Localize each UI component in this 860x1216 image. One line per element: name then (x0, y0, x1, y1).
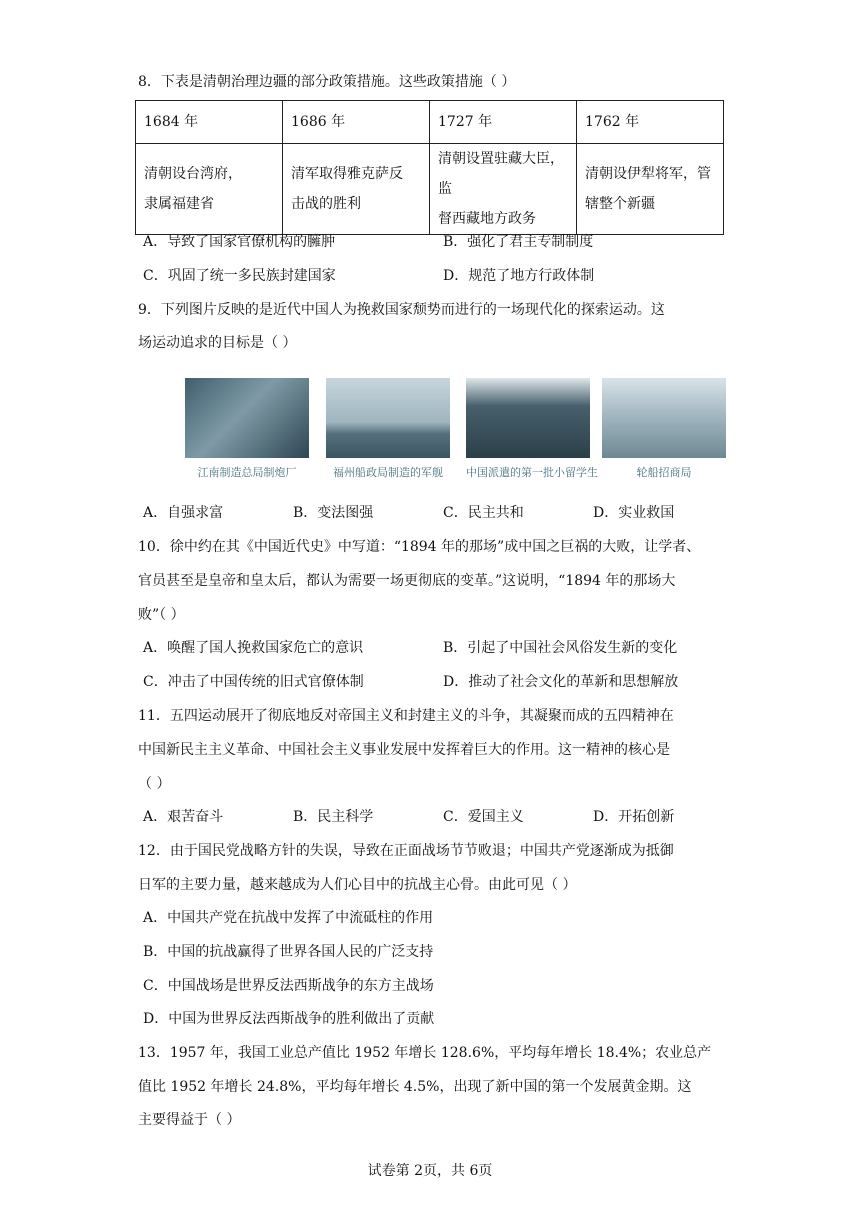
cell-line: 清朝设置驻藏大臣，监 (438, 151, 564, 197)
q9-option-a[interactable]: A．自强求富 (143, 505, 224, 521)
cell-line: 隶属福建省 (144, 196, 214, 212)
q9-option-d[interactable]: D．实业救国 (593, 505, 675, 521)
q10-stem-line2: 官员甚至是皇帝和皇太后，都认为需要一场更彻底的变革。”这说明，“1894 年的那场大 (138, 573, 676, 589)
table-cell-event (577, 144, 724, 235)
warship-image (326, 378, 450, 458)
q12-option-c[interactable]: C．中国战场是世界反法西斯战争的东方主战场 (143, 978, 434, 994)
q13-stem-line1: 13．1957 年，我国工业总产值比 1952 年增长 128.6%，平均每年增长 18.4%；农业总产 (138, 1045, 712, 1061)
q12-stem-line2: 日军的主要力量，越来越成为人们心目中的抗战主心骨。由此可见（ ） (138, 877, 577, 893)
table-row (136, 144, 724, 235)
q8-stem: 8．下表是清朝治理边疆的部分政策措施。这些政策措施（ ） (138, 74, 516, 90)
cell-line: 督西藏地方政务 (438, 211, 536, 227)
q12-option-a[interactable]: A．中国共产党在抗战中发挥了中流砥柱的作用 (143, 910, 434, 926)
q9-option-b[interactable]: B．变法图强 (293, 505, 374, 521)
q9-stem-line2: 场运动追求的目标是（ ） (138, 335, 297, 351)
q12-stem-line1: 12．由于国民党战略方针的失误，导致在正面战场节节败退；中国共产党逐渐成为抵御 (138, 843, 674, 859)
photo-shipping (602, 378, 726, 480)
cell-line: 击战的胜利 (291, 196, 361, 212)
photo-students (466, 378, 598, 480)
table-cell-year: 1684 年 (136, 101, 283, 144)
table-cell-year: 1762 年 (577, 101, 724, 144)
q10-option-b[interactable]: B．引起了中国社会风俗发生新的变化 (443, 640, 678, 656)
q11-option-a[interactable]: A．艰苦奋斗 (143, 809, 224, 825)
arsenal-image (185, 378, 309, 458)
q11-stem-line1: 11．五四运动展开了彻底地反对帝国主义和封建主义的斗争，其凝聚而成的五四精神在 (138, 708, 674, 724)
q9-stem-line1: 9．下列图片反映的是近代中国人为挽救国家颓势而进行的一场现代化的探索运动。这 (138, 302, 665, 318)
page-footer: 试卷第 2页，共 6页 (367, 1163, 493, 1179)
cell-line: 辖整个新疆 (585, 196, 655, 212)
q11-stem-line3: （ ） (138, 776, 171, 792)
photo-strip (180, 378, 730, 488)
q8-option-a[interactable]: A．导致了国家官僚机构的臃肿 (143, 234, 336, 250)
cell-line: 清军取得雅克萨反 (291, 166, 403, 182)
q8-option-d[interactable]: D．规范了地方行政体制 (443, 268, 595, 284)
q11-stem-line2: 中国新民主主义革命、中国社会主义事业发展中发挥着巨大的作用。这一精神的核心是 (138, 742, 670, 758)
q10-stem-line3: 败”（ ） (138, 607, 185, 623)
q11-option-d[interactable]: D．开拓创新 (593, 809, 675, 825)
q12-option-b[interactable]: B．中国的抗战赢得了世界各国人民的广泛支持 (143, 944, 434, 960)
q10-stem-line1: 10．徐中约在其《中国近代史》中写道：“1894 年的那场”成中国之巨祸的大败，让学者、 (138, 539, 701, 555)
students-image (466, 378, 590, 458)
policy-table (135, 100, 724, 235)
table-cell-event (283, 144, 430, 235)
q10-option-d[interactable]: D．推动了社会文化的革新和思想解放 (443, 674, 679, 690)
photo-caption: 福州船政局制造的军舰 (333, 466, 443, 479)
q10-option-c[interactable]: C．冲击了中国传统的旧式官僚体制 (143, 674, 364, 690)
q9-option-c[interactable]: C．民主共和 (443, 505, 524, 521)
q11-option-c[interactable]: C．爱国主义 (443, 809, 524, 825)
q8-option-c[interactable]: C．巩固了统一多民族封建国家 (143, 268, 336, 284)
table-cell-event (136, 144, 283, 235)
table-cell-year: 1686 年 (283, 101, 430, 144)
table-cell-event (430, 144, 577, 235)
q12-option-d[interactable]: D．中国为世界反法西斯战争的胜利做出了贡献 (143, 1011, 435, 1027)
q13-stem-line3: 主要得益于（ ） (138, 1112, 241, 1128)
table-header-row (136, 101, 724, 144)
photo-caption: 中国派遣的第一批小留学生 (466, 466, 598, 479)
shipping-building-image (602, 378, 726, 458)
q13-stem-line2: 值比 1952 年增长 24.8%，平均每年增长 4.5%，出现了新中国的第一个发展黄金期。这 (138, 1079, 692, 1095)
q11-option-b[interactable]: B．民主科学 (293, 809, 374, 825)
q8-option-b[interactable]: B．强化了君主专制制度 (443, 234, 594, 250)
q10-option-a[interactable]: A．唤醒了国人挽救国家危亡的意识 (143, 640, 364, 656)
photo-caption: 轮船招商局 (636, 466, 692, 479)
cell-line: 清朝设台湾府， (144, 166, 242, 182)
photo-warship (326, 378, 450, 480)
cell-line: 清朝设伊犁将军，管 (585, 166, 711, 182)
photo-arsenal (185, 378, 309, 480)
photo-caption: 江南制造总局制炮厂 (197, 466, 297, 479)
table-cell-year: 1727 年 (430, 101, 577, 144)
